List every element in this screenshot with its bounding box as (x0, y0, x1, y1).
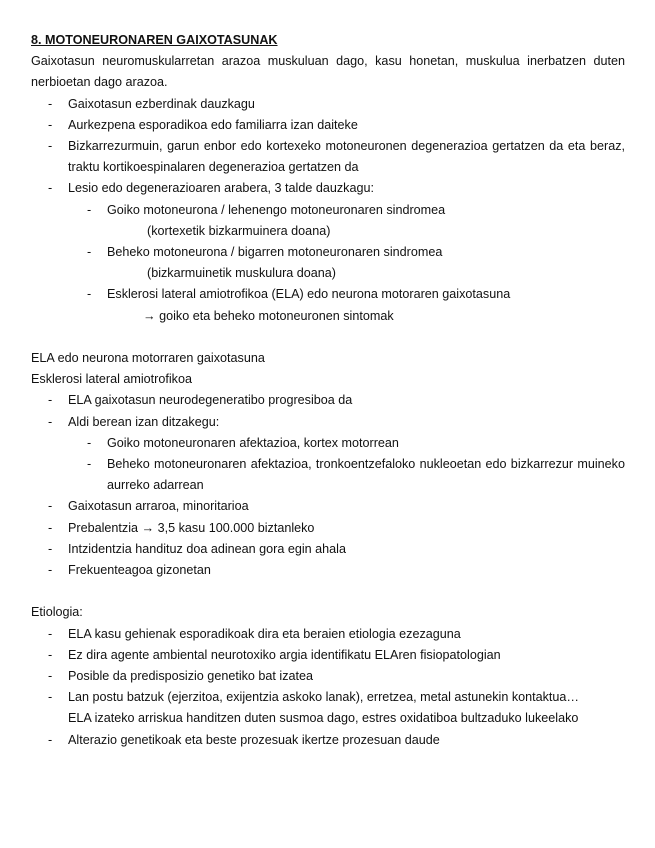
bullet-dash: - (48, 647, 53, 662)
section2-heading: ELA edo neurona motorraren gaixotasuna (31, 351, 265, 366)
list-item: - Gaixotasun ezberdinak dauzkagu (31, 94, 625, 115)
list-item: - Ez dira agente ambiental neurotoxiko argia identifikatu ELAren fisiopatologian (31, 645, 625, 666)
list-item: - Aldi berean izan ditzakegu: (31, 412, 625, 433)
bullet-dash: - (48, 393, 53, 408)
spacer (31, 327, 625, 348)
group-detail: (kortexetik bizkarmuinera doana) (147, 223, 331, 238)
list-item: - Frekuenteagoa gizonetan (31, 560, 625, 581)
bullet-dash: - (48, 96, 53, 111)
sub-item: - Goiko motoneuronaren afektazioa, kortex motorrean (31, 433, 625, 454)
bullet-dash: - (48, 669, 53, 684)
section2-subheading: Esklerosi lateral amiotrofikoa (31, 372, 192, 387)
group-detail: (bizkarmuinetik muskulura doana) (147, 266, 336, 281)
list-item: - Aurkezpena esporadikoa edo familiarra izan daiteke (31, 115, 625, 136)
list-item: - Intzidentzia handituz doa adinean gora egin ahala (31, 539, 625, 560)
list-item: - Lesio edo degenerazioaren arabera, 3 talde dauzkagu: (31, 178, 625, 199)
bullet-dash: - (87, 202, 92, 217)
document-title: 8. MOTONEURONAREN GAIXOTASUNAK (31, 33, 278, 47)
bullet-dash: - (87, 457, 92, 472)
bullet-dash: - (48, 117, 53, 132)
group-detail: → goiko eta beheko motoneuronen sintomak (143, 308, 394, 323)
bullet-dash: - (87, 435, 92, 450)
sub-item: - Beheko motoneuronaren afektazioa, tronkoentzefaloko nukleoetan edo bizkarrezur muineko aurreko adarrean (31, 454, 625, 496)
bullet-dash: - (87, 287, 92, 302)
list-item: - Prebalentzia → 3,5 kasu 100.000 biztanleko (31, 518, 625, 539)
list-item: - Bizkarrezurmuin, garun enbor edo kortexeko motoneuronen degenerazioa gertatzen da eta beraz, traktu kortikoespinalaren degenerazioa gertatzen da (31, 136, 625, 178)
bullet-dash: - (48, 139, 53, 154)
bullet-dash: - (48, 181, 53, 196)
list-item: - Alterazio genetikoak eta beste prozesuak ikertze prozesuan daude (31, 730, 625, 751)
list-item: - ELA gaixotasun neurodegeneratibo progresiboa da (31, 390, 625, 411)
bullet-dash: - (87, 245, 92, 260)
list-item: - Gaixotasun arraroa, minoritarioa (31, 496, 625, 517)
document-page (31, 30, 625, 751)
intro-paragraph: Gaixotasun neuromuskularretan arazoa muskuluan dago, kasu honetan, muskulua inerbatzen duten nerbioetan dago arazoa. (31, 54, 625, 90)
group-item: - Beheko motoneurona / bigarren motoneuronaren sindromea (31, 242, 625, 263)
section3-heading: Etiologia: (31, 605, 83, 620)
list-item: - Lan postu batzuk (ejerzitoa, exijentzia askoko lanak), erretzea, metal astunekin kontaktua… ELA izateko arriskua handitzen duten susmoa dago, estres oxidatiboa bultzaduko lukeelako (31, 687, 625, 729)
section1-list (31, 94, 625, 221)
list-item: - ELA kasu gehienak esporadikoak dira eta beraien etiologia ezezaguna (31, 624, 625, 645)
section2-list (31, 390, 625, 581)
group-item: - Esklerosi lateral amiotrofikoa (ELA) edo neurona motoraren gaixotasuna (31, 284, 625, 305)
section3-list (31, 624, 625, 751)
bullet-dash: - (48, 732, 53, 747)
bullet-dash: - (48, 414, 53, 429)
bullet-dash: - (48, 690, 53, 705)
bullet-dash: - (48, 626, 53, 641)
group-item: - Goiko motoneurona / lehenengo motoneuronaren sindromea (31, 200, 625, 221)
spacer (31, 581, 625, 602)
list-item: - Posible da predisposizio genetiko bat izatea (31, 666, 625, 687)
bullet-dash: - (48, 499, 53, 514)
bullet-dash: - (48, 541, 53, 556)
bullet-dash: - (48, 563, 53, 578)
bullet-dash: - (48, 520, 53, 535)
